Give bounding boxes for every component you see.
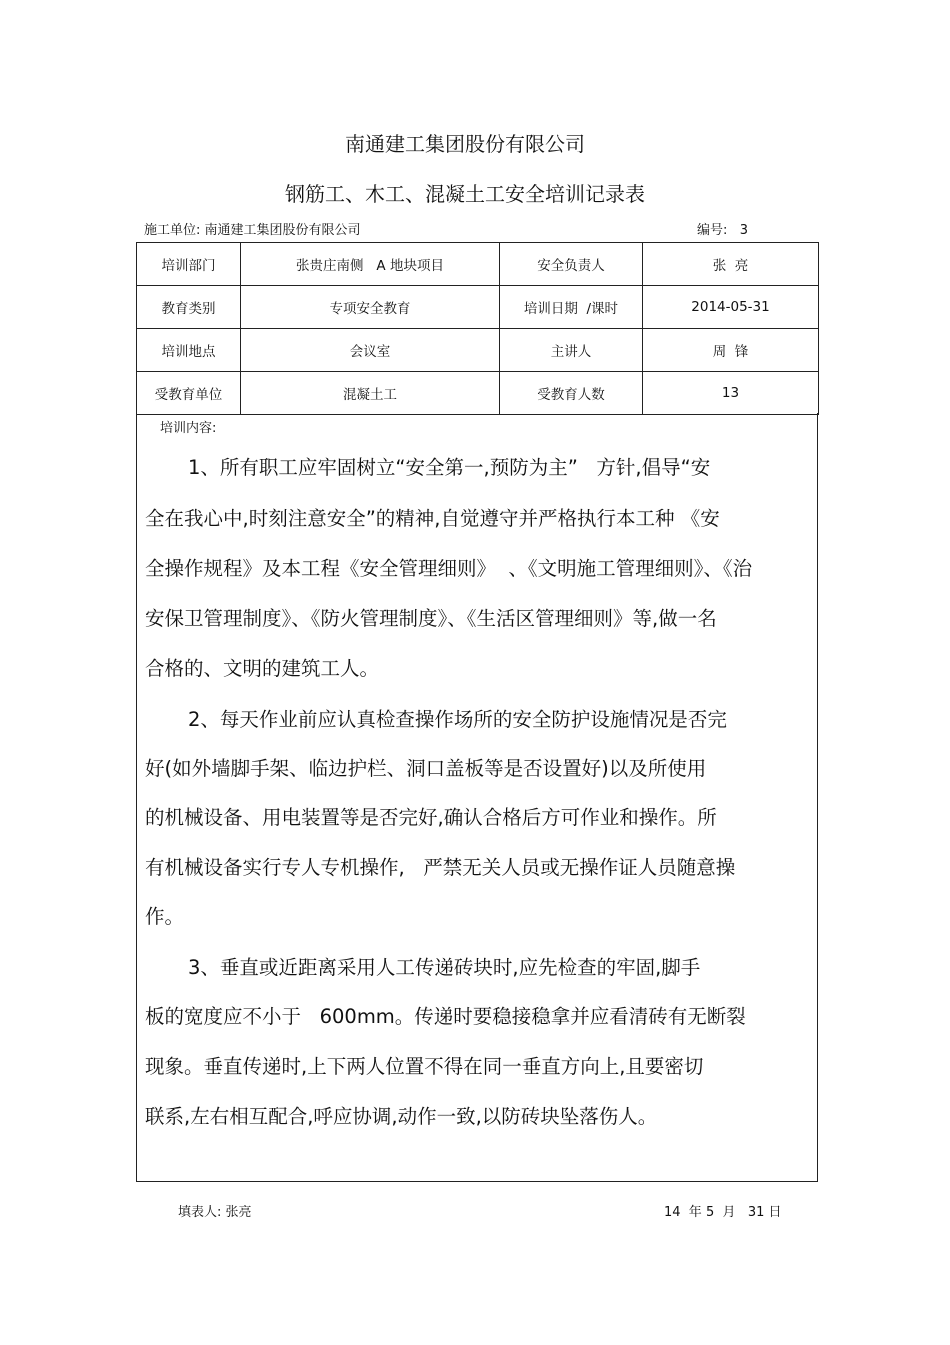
content-line: 1、所有职工应牢固树立“安全第一,预防为主” 方针,倡导“安 [188,456,711,479]
form-filler [178,1201,252,1220]
table-cell: 2014-05-31 [643,286,819,329]
table-cell: 张 亮 [643,243,819,286]
form-filler-value: 张亮 [225,1205,252,1220]
table-cell: 周 锋 [643,329,819,372]
training-info-table [136,242,819,415]
content-line: 板的宽度应不小于 600mm。传递时要稳接稳拿并应看清砖有无断裂 [145,1005,746,1028]
content-line: 好(如外墙脚手架、临边护栏、洞口盖板等是否设置好)以及所使用 [145,757,707,780]
training-content-label: 培训内容: [160,421,217,436]
table-cell: 培训部门 [137,243,241,286]
table-row [137,286,819,329]
content-line: 3、垂直或近距离采用人工传递砖块时,应先检查的牢固,脚手 [188,956,701,979]
table-row [137,329,819,372]
content-line: 全在我心中,时刻注意安全”的精神,自觉遵守并严格执行本工种 《安 [145,507,720,530]
content-line: 合格的、文明的建筑工人。 [145,657,380,680]
table-cell: 主讲人 [500,329,643,372]
table-cell: 张贵庄南侧 A 地块项目 [241,243,500,286]
record-number [697,219,748,238]
table-cell: 13 [643,372,819,415]
table-cell: 安全负责人 [500,243,643,286]
record-number-label: 编号: [697,223,728,238]
table-cell: 混凝土工 [241,372,500,415]
content-line: 联系,左右相互配合,呼应协调,动作一致,以防砖块坠落伤人。 [145,1105,658,1128]
content-line: 全操作规程》及本工程《安全管理细则》 、《文明施工管理细则》、《治 [145,557,753,580]
company-name: 南通建工集团股份有限公司 [345,132,585,156]
table-row [137,372,819,415]
table-cell: 受教育人数 [500,372,643,415]
table-cell: 教育类别 [137,286,241,329]
construction-unit-value: 南通建工集团股份有限公司 [204,223,361,238]
form-title: 钢筋工、木工、混凝土工安全培训记录表 [285,182,645,206]
content-line: 现象。垂直传递时,上下两人位置不得在同一垂直方向上,且要密切 [145,1055,704,1078]
content-line: 作。 [145,905,185,928]
construction-unit-label: 施工单位: [144,223,201,238]
form-filler-label: 填表人: [178,1205,222,1220]
table-cell: 培训日期 /课时 [500,286,643,329]
record-number-value: 3 [739,223,749,238]
fill-date: 14 年 5 月 31 日 [664,1205,782,1220]
content-line: 有机械设备实行专人专机操作, 严禁无关人员或无操作证人员随意操 [145,856,736,879]
content-line: 安保卫管理制度》、《防火管理制度》、《生活区管理细则》等,做一名 [145,607,717,630]
content-line: 2、每天作业前应认真检查操作场所的安全防护设施情况是否完 [188,708,727,731]
table-cell: 专项安全教育 [241,286,500,329]
content-line: 的机械设备、用电装置等是否完好,确认合格后方可作业和操作。所 [145,806,717,829]
table-cell: 受教育单位 [137,372,241,415]
table-cell: 会议室 [241,329,500,372]
construction-unit [144,219,361,238]
table-cell: 培训地点 [137,329,241,372]
table-row [137,243,819,286]
